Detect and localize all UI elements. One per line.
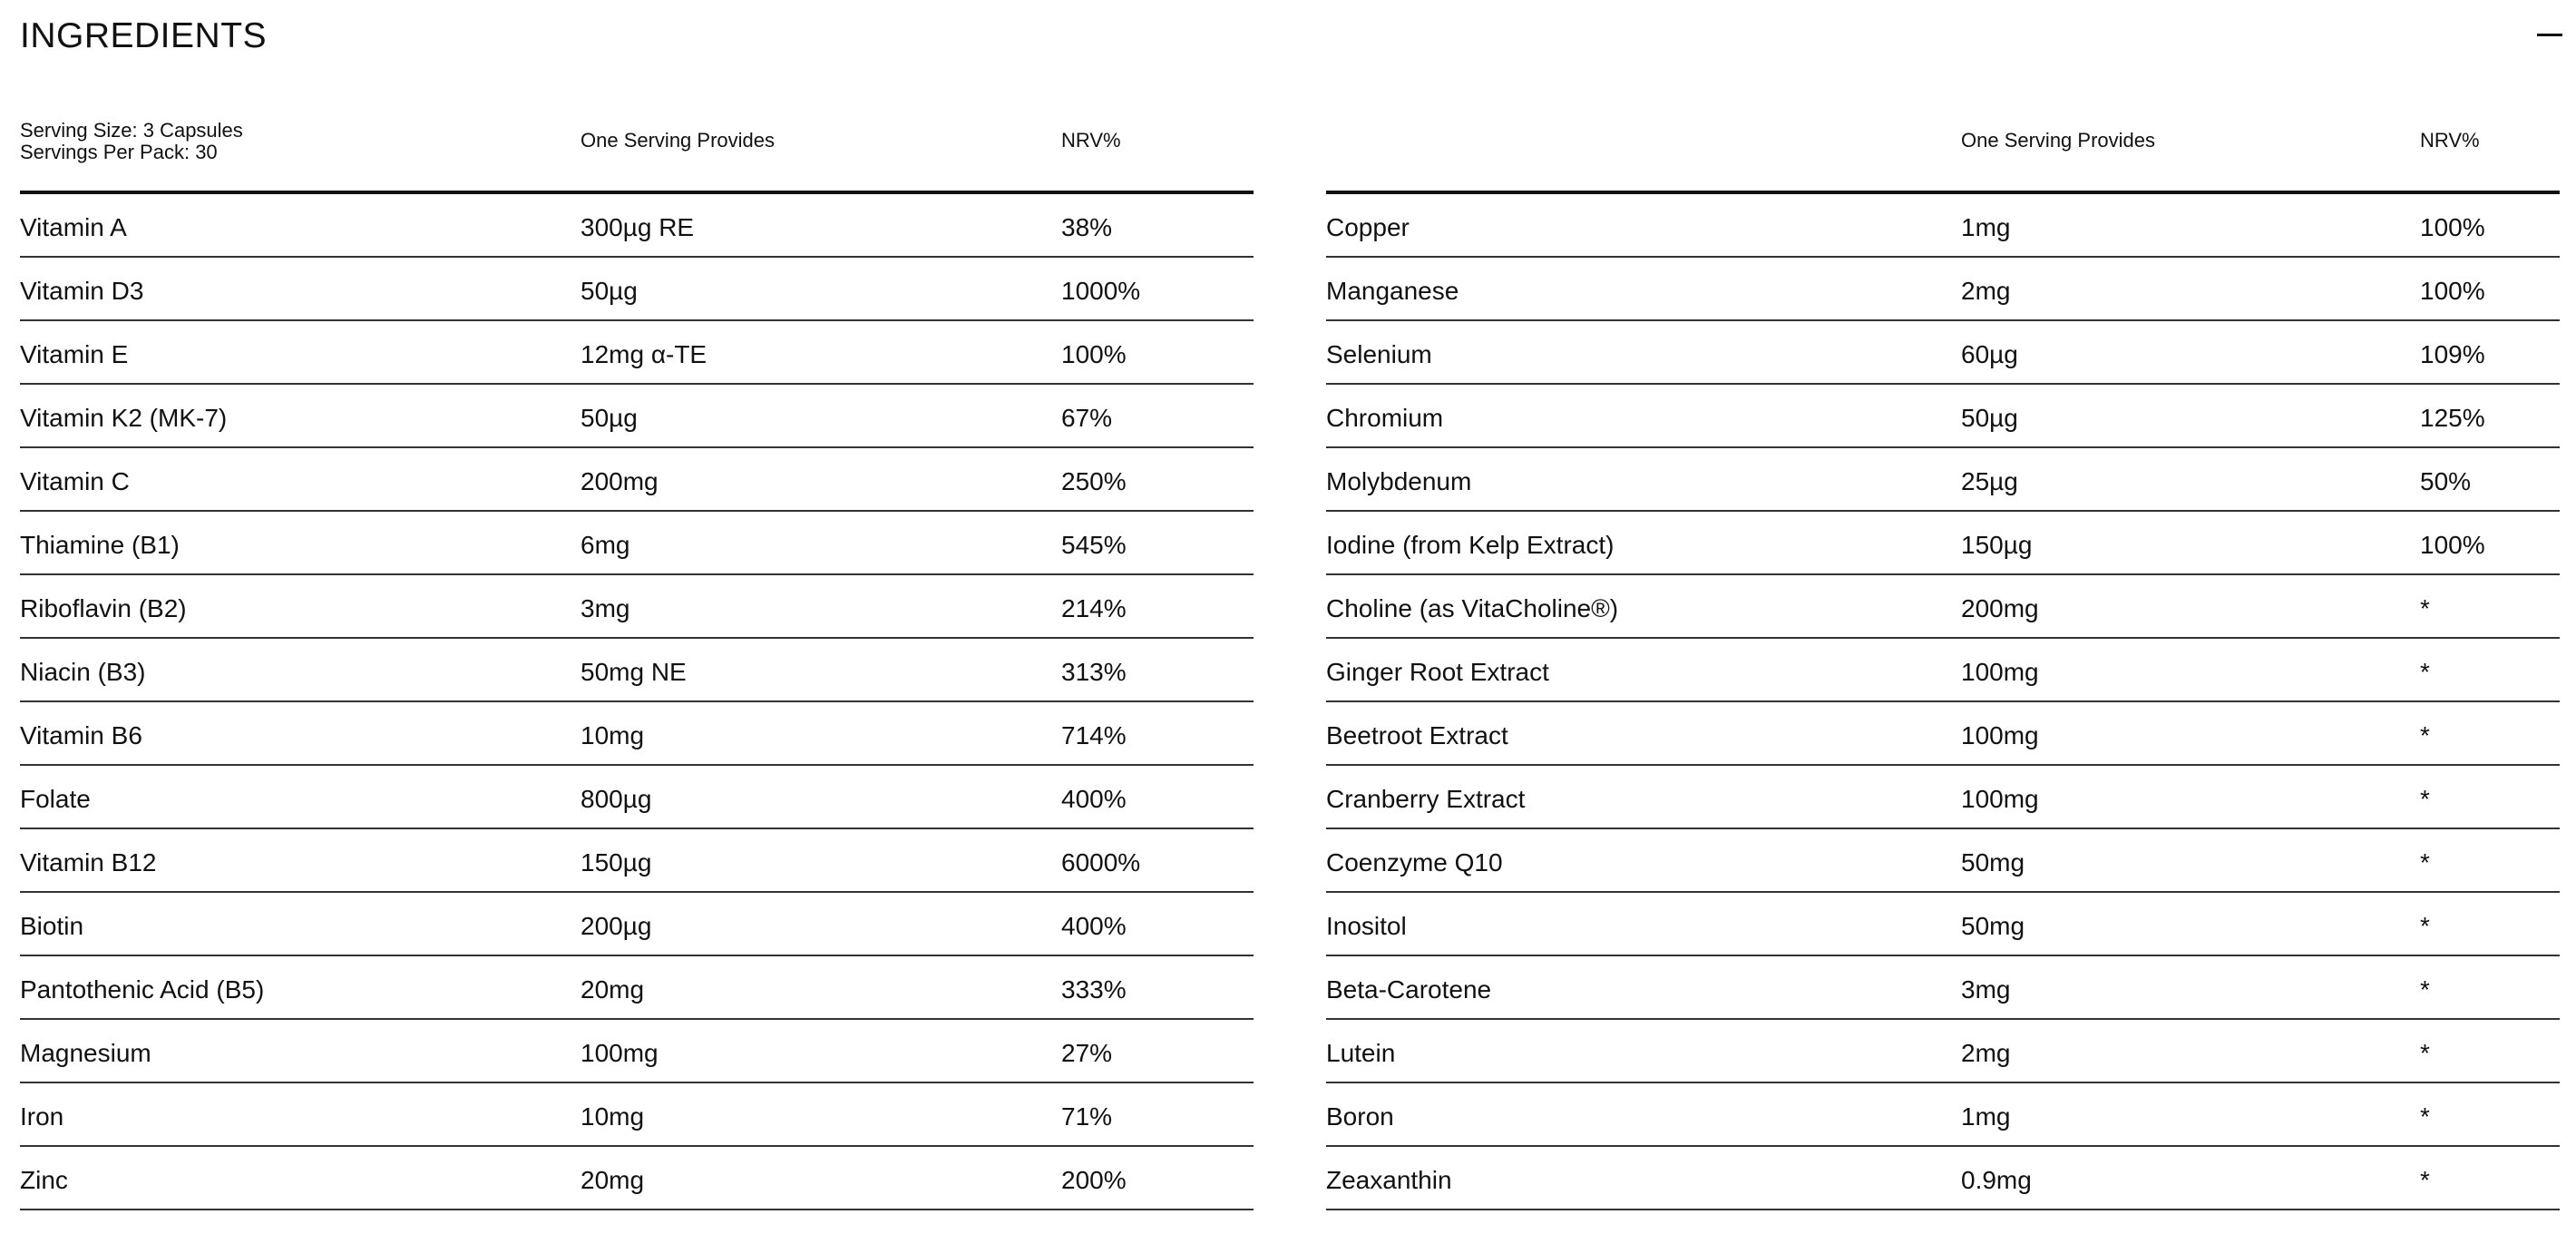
ingredient-nrv: * (2420, 594, 2430, 622)
table-row (1326, 194, 2560, 258)
table-row (20, 512, 1254, 575)
table-row (1326, 321, 2560, 385)
table-row (20, 829, 1254, 893)
ingredient-nrv: 100% (1061, 340, 1127, 368)
ingredient-amount: 1mg (1961, 213, 2011, 241)
ingredient-amount: 100mg (1961, 658, 2039, 686)
table-row (1326, 448, 2560, 512)
ingredient-nrv: 50% (2420, 467, 2472, 495)
ingredient-amount: 200mg (1961, 594, 2039, 622)
ingredient-nrv: * (2420, 1102, 2430, 1131)
table-row (1326, 829, 2560, 893)
table-header (20, 114, 1254, 194)
table-row (1326, 512, 2560, 575)
table-row (1326, 702, 2560, 766)
ingredient-name: Molybdenum (1326, 467, 1472, 495)
ingredient-nrv: 400% (1061, 912, 1127, 940)
ingredient-nrv: 1000% (1061, 277, 1141, 305)
ingredient-nrv: 100% (2420, 213, 2485, 241)
table-row (1326, 956, 2560, 1020)
ingredient-name: Magnesium (20, 1039, 151, 1067)
table-row (20, 258, 1254, 321)
table-row (1326, 1083, 2560, 1147)
ingredient-nrv: 6000% (1061, 848, 1141, 877)
ingredient-amount: 1mg (1961, 1102, 2011, 1131)
ingredient-name: Zinc (20, 1166, 68, 1194)
ingredient-name: Chromium (1326, 404, 1444, 432)
ingredient-amount: 10mg (581, 721, 645, 749)
serving-info (20, 120, 243, 163)
ingredient-amount: 60µg (1961, 340, 2018, 368)
ingredient-nrv: * (2420, 1166, 2430, 1194)
table-row (20, 385, 1254, 448)
section-title: INGREDIENTS (20, 16, 268, 55)
table-row (1326, 258, 2560, 321)
table-row (20, 1147, 1254, 1210)
ingredient-name: Vitamin C (20, 467, 130, 495)
ingredient-name: Beta-Carotene (1326, 975, 1492, 1004)
ingredient-name: Riboflavin (B2) (20, 594, 187, 622)
ingredient-nrv: 545% (1061, 531, 1127, 559)
table-row (20, 766, 1254, 829)
column-header-amount: One Serving Provides (581, 129, 775, 152)
ingredient-nrv: 400% (1061, 785, 1127, 813)
ingredient-name: Niacin (B3) (20, 658, 146, 686)
table-row (20, 1020, 1254, 1083)
ingredient-nrv: * (2420, 785, 2430, 813)
ingredient-amount: 0.9mg (1961, 1166, 2032, 1194)
ingredient-amount: 10mg (581, 1102, 645, 1131)
ingredient-amount: 50µg (581, 404, 638, 432)
ingredient-name: Vitamin A (20, 213, 127, 241)
ingredient-name: Pantothenic Acid (B5) (20, 975, 265, 1004)
ingredient-name: Thiamine (B1) (20, 531, 180, 559)
table-row (20, 893, 1254, 956)
ingredient-amount: 50mg (1961, 848, 2025, 877)
ingredient-name: Boron (1326, 1102, 1394, 1131)
ingredient-name: Choline (as VitaCholine®) (1326, 594, 1619, 622)
ingredient-nrv: 125% (2420, 404, 2485, 432)
ingredient-amount: 50µg (1961, 404, 2018, 432)
ingredient-name: Vitamin B6 (20, 721, 142, 749)
ingredient-nrv: 313% (1061, 658, 1127, 686)
ingredient-name: Copper (1326, 213, 1410, 241)
ingredient-nrv: 100% (2420, 531, 2485, 559)
ingredient-nrv: 250% (1061, 467, 1127, 495)
ingredient-amount: 800µg (581, 785, 652, 813)
ingredient-name: Vitamin B12 (20, 848, 157, 877)
column-header-nrv: NRV% (1061, 129, 1121, 152)
ingredient-nrv: * (2420, 975, 2430, 1004)
table-row (20, 448, 1254, 512)
ingredient-amount: 50mg NE (581, 658, 687, 686)
ingredient-nrv: 27% (1061, 1039, 1113, 1067)
table-body (1326, 194, 2560, 1210)
ingredient-amount: 12mg α-TE (581, 340, 707, 368)
ingredient-nrv: 200% (1061, 1166, 1127, 1194)
table-row (20, 702, 1254, 766)
table-row (20, 194, 1254, 258)
table-header (1326, 114, 2560, 194)
ingredient-amount: 150µg (581, 848, 652, 877)
ingredient-name: Folate (20, 785, 91, 813)
ingredient-amount: 50µg (581, 277, 638, 305)
ingredient-name: Ginger Root Extract (1326, 658, 1549, 686)
ingredient-nrv: 38% (1061, 213, 1113, 241)
ingredient-name: Inositol (1326, 912, 1407, 940)
table-row (1326, 893, 2560, 956)
ingredient-name: Vitamin E (20, 340, 129, 368)
ingredient-nrv: * (2420, 1039, 2430, 1067)
ingredient-nrv: * (2420, 848, 2430, 877)
ingredient-amount: 25µg (1961, 467, 2018, 495)
ingredient-name: Coenzyme Q10 (1326, 848, 1503, 877)
table-row (20, 575, 1254, 639)
ingredient-name: Selenium (1326, 340, 1432, 368)
table-row (20, 956, 1254, 1020)
ingredient-name: Iodine (from Kelp Extract) (1326, 531, 1615, 559)
ingredient-amount: 150µg (1961, 531, 2033, 559)
table-row (1326, 1020, 2560, 1083)
table-body (20, 194, 1254, 1210)
column-header-nrv: NRV% (2420, 129, 2480, 152)
ingredient-nrv: * (2420, 721, 2430, 749)
ingredient-nrv: 67% (1061, 404, 1113, 432)
ingredient-amount: 100mg (581, 1039, 659, 1067)
serving-size: Serving Size: 3 Capsules (20, 119, 243, 142)
ingredient-amount: 200mg (581, 467, 659, 495)
ingredient-amount: 2mg (1961, 1039, 2011, 1067)
ingredient-amount: 200µg (581, 912, 652, 940)
collapse-bar (2537, 34, 2562, 36)
column-header-amount: One Serving Provides (1961, 129, 2155, 152)
ingredient-amount: 2mg (1961, 277, 2011, 305)
ingredient-name: Zeaxanthin (1326, 1166, 1452, 1194)
ingredient-nrv: 714% (1061, 721, 1127, 749)
ingredient-amount: 20mg (581, 1166, 645, 1194)
ingredient-amount: 20mg (581, 975, 645, 1004)
table-row (1326, 385, 2560, 448)
ingredient-name: Lutein (1326, 1039, 1396, 1067)
ingredient-name: Cranberry Extract (1326, 785, 1526, 813)
ingredient-nrv: 71% (1061, 1102, 1113, 1131)
ingredient-nrv: * (2420, 912, 2430, 940)
ingredient-amount: 50mg (1961, 912, 2025, 940)
table-row (20, 639, 1254, 702)
ingredient-nrv: 109% (2420, 340, 2485, 368)
table-row (1326, 575, 2560, 639)
table-row (20, 321, 1254, 385)
minus-icon[interactable] (2535, 16, 2571, 53)
table-row (1326, 766, 2560, 829)
ingredient-amount: 3mg (581, 594, 630, 622)
ingredient-amount: 100mg (1961, 721, 2039, 749)
table-row (20, 1083, 1254, 1147)
ingredient-nrv: * (2420, 658, 2430, 686)
table-row (1326, 639, 2560, 702)
ingredient-name: Manganese (1326, 277, 1459, 305)
servings-per-pack: Servings Per Pack: 30 (20, 141, 218, 163)
ingredient-name: Beetroot Extract (1326, 721, 1508, 749)
ingredient-amount: 6mg (581, 531, 630, 559)
table-row (1326, 1147, 2560, 1210)
ingredient-amount: 100mg (1961, 785, 2039, 813)
ingredient-nrv: 333% (1061, 975, 1127, 1004)
ingredient-nrv: 100% (2420, 277, 2485, 305)
ingredient-name: Vitamin D3 (20, 277, 144, 305)
ingredient-name: Vitamin K2 (MK-7) (20, 404, 228, 432)
ingredient-amount: 300µg RE (581, 213, 695, 241)
ingredient-amount: 3mg (1961, 975, 2011, 1004)
ingredient-name: Biotin (20, 912, 84, 940)
ingredient-nrv: 214% (1061, 594, 1127, 622)
ingredient-name: Iron (20, 1102, 64, 1131)
